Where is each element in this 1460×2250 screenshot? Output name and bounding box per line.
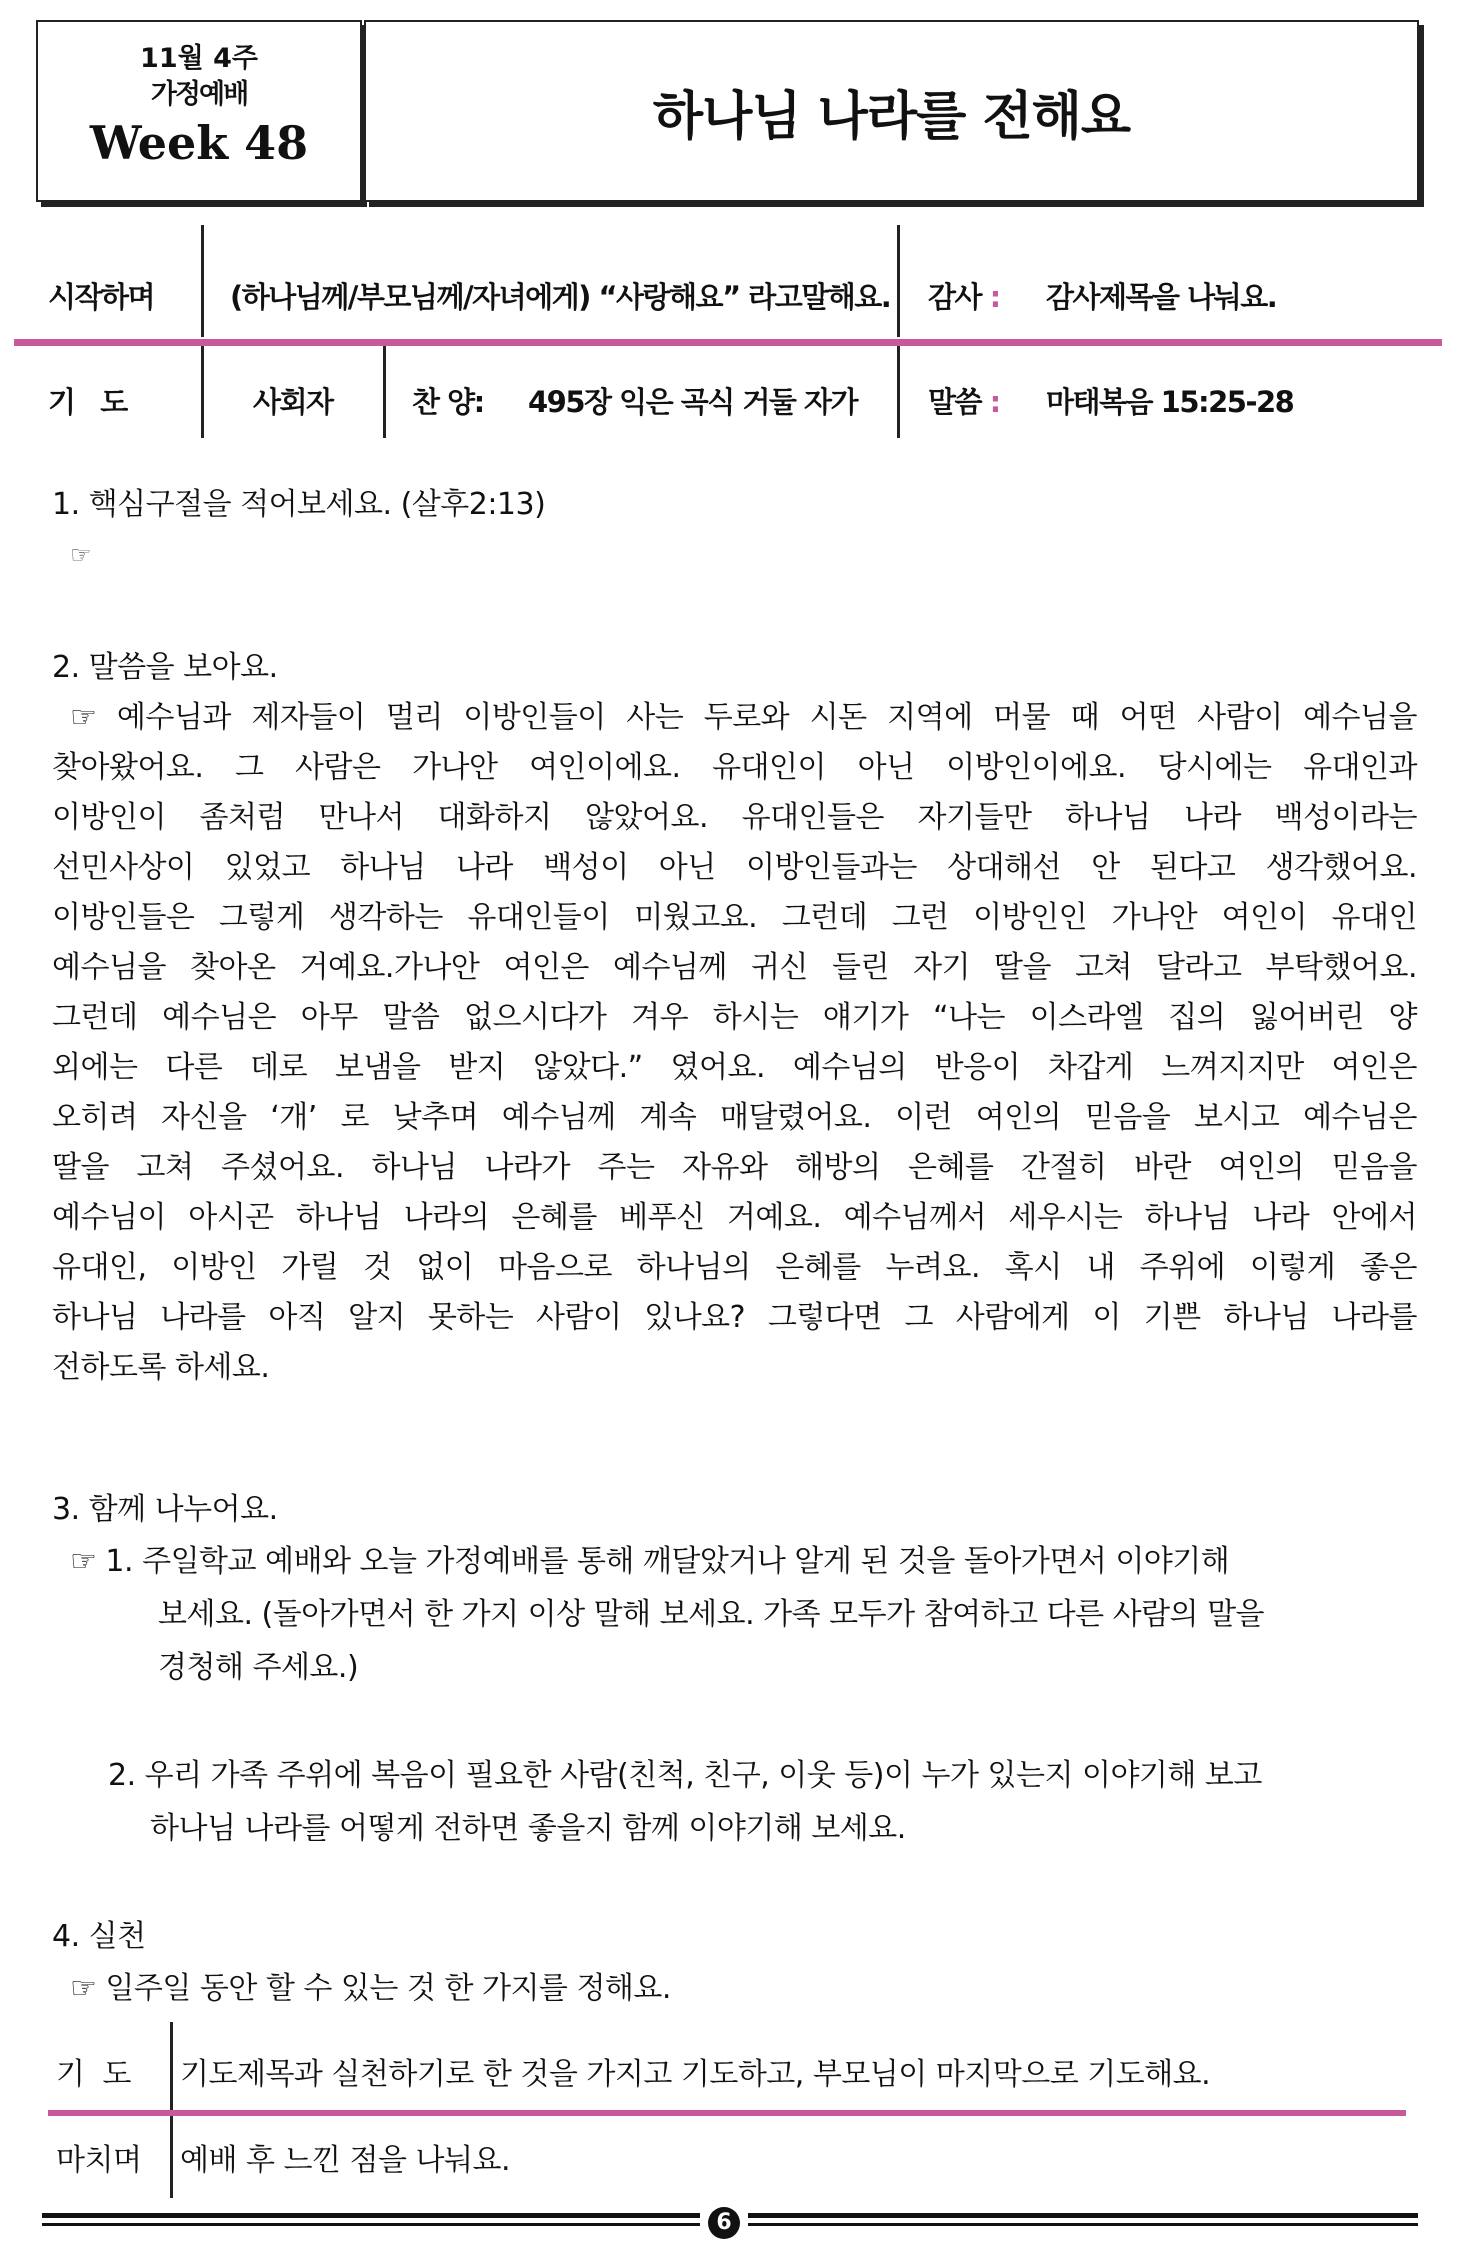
divider [201,346,204,438]
divider [201,225,204,337]
divider [170,2022,173,2110]
divider [170,2116,173,2198]
section4-heading: 4. 실천 [52,1919,146,1954]
service-label: 가정예배 [150,79,248,110]
leader-label: 사회자 [253,385,333,419]
sermon-line: 선민사상이 있었고 하나님 나라 백성이 아닌 이방인들과는 상대해선 안 된다고 생각했어요. [52,850,1417,885]
footer-line [748,2223,1418,2226]
question-2-line: 2. 우리 가족 주위에 복음이 필요한 사람(친척, 친구, 이웃 등)이 누가 있는지 이야기해 보고 [108,1758,1262,1793]
divider [383,346,386,438]
start-text: (하나님께/부모님께/자녀에게) “사랑해요” 라고말해요. [230,280,891,314]
sermon-line: 유대인, 이방인 가릴 것 없이 마음으로 하나님의 은혜를 누려요. 혹시 내 주위에 이렇게 좋은 [52,1250,1417,1285]
sermon-line: 전하도록 하세요. [52,1350,270,1385]
practice-text: ☞ 일주일 동안 할 수 있는 것 한 가지를 정해요. [70,1971,671,2006]
section2-heading: 2. 말씀을 보아요. [52,650,278,685]
sermon-line: 딸을 고쳐 주셨어요. 하나님 나라가 주는 자유와 해방의 은혜를 간절히 바란 여인의 믿음을 [52,1150,1417,1185]
word-text: 마태복음 15:25-28 [1046,385,1294,419]
sermon-line: 이방인들은 그렇게 생각하는 유대인들이 미웠고요. 그런데 그런 이방인인 가나안 여인이 유대인 [52,900,1417,935]
hymn-label: 찬 양: [412,385,484,419]
date-label: 11월 4주 [140,43,258,74]
sermon-line: 예수님이 아시곤 하나님 나라의 은혜를 베푸신 거예요. 예수님께서 세우시는 하나님 나라 안에서 [52,1200,1417,1235]
end-label: 마치며 [56,2143,142,2178]
question-1-line: ☞ 1. 주일학교 예배와 오늘 가정예배를 통해 깨달았거나 알게 된 것을 돌아가면서 이야기해 [70,1544,1230,1579]
row-divider [14,339,1442,346]
divider [897,225,900,337]
sermon-body [52,693,1417,1393]
question-1-line: 경청해 주세요.) [158,1650,359,1685]
week-info-box [36,20,362,202]
footer-line [42,2223,700,2226]
sermon-line: 오히려 자신을 ‘개’ 로 낮추며 예수님께 계속 매달렸어요. 이런 여인의 믿음을 보시고 예수님은 [52,1100,1417,1135]
divider [897,346,900,438]
start-label: 시작하며 [48,280,155,314]
footer-line [748,2213,1418,2218]
sermon-line: 이방인이 좀처럼 만나서 대화하지 않았어요. 유대인들은 자기들만 하나님 나라 백성이라는 [52,800,1417,835]
section3-heading: 3. 함께 나누어요. [52,1492,278,1527]
sermon-line: ☞ 예수님과 제자들이 멀리 이방인들이 사는 두로와 시돈 지역에 머물 때 어떤 사람이 예수님을 [70,700,1417,735]
sermon-line: 찾아왔어요. 그 사람은 가나안 여인이에요. 유대인이 아닌 이방인이에요. 당시에는 유대인과 [52,750,1417,785]
section1-heading: 1. 핵심구절을 적어보세요. (살후2:13) [52,487,546,522]
row-divider [48,2110,1406,2116]
sermon-line: 하나님 나라를 아직 알지 못하는 사람이 있나요? 그렇다면 그 사람에게 이 기쁜 하나님 나라를 [52,1300,1417,1335]
thanks-text: 감사제목을 나눠요. [1046,280,1277,314]
hymn-text: 495장 익은 곡식 거둘 자가 [528,385,858,419]
closing-prayer-text: 기도제목과 실천하기로 한 것을 가지고 기도하고, 부모님이 마지막으로 기도해요. [180,2057,1211,2092]
footer-line [42,2213,700,2218]
question-1-line: 보세요. (돌아가면서 한 가지 이상 말해 보세요. 가족 모두가 참여하고 다른 사람의 말을 [158,1597,1265,1632]
thanks-label: 감사 : [928,280,1000,314]
question-2-line: 하나님 나라를 어떻게 전하면 좋을지 함께 이야기해 보세요. [150,1811,906,1846]
sermon-line: 외에는 다른 데로 보냄을 받지 않았다.” 였어요. 예수님의 반응이 차갑게 느껴지지만 여인은 [52,1050,1417,1085]
word-label: 말씀 : [928,385,1000,419]
end-text: 예배 후 느낀 점을 나눠요. [180,2143,510,2178]
closing-prayer-label: 기 도 [56,2057,132,2092]
page-number: 6 [708,2207,740,2239]
pointer-icon: ☞ [70,541,92,569]
page-title: 하나님 나라를 전해요 [652,86,1131,147]
prayer-label: 기 도 [48,385,127,419]
title-box [364,20,1419,202]
sermon-line: 그런데 예수님은 아무 말씀 없으시다가 겨우 하시는 얘기가 “나는 이스라엘 집의 잃어버린 양 [52,1000,1417,1035]
sermon-line: 예수님을 찾아온 거예요.가나안 여인은 예수님께 귀신 들린 자기 딸을 고쳐 달라고 부탁했어요. [52,950,1417,985]
week-label: Week 48 [89,116,309,170]
